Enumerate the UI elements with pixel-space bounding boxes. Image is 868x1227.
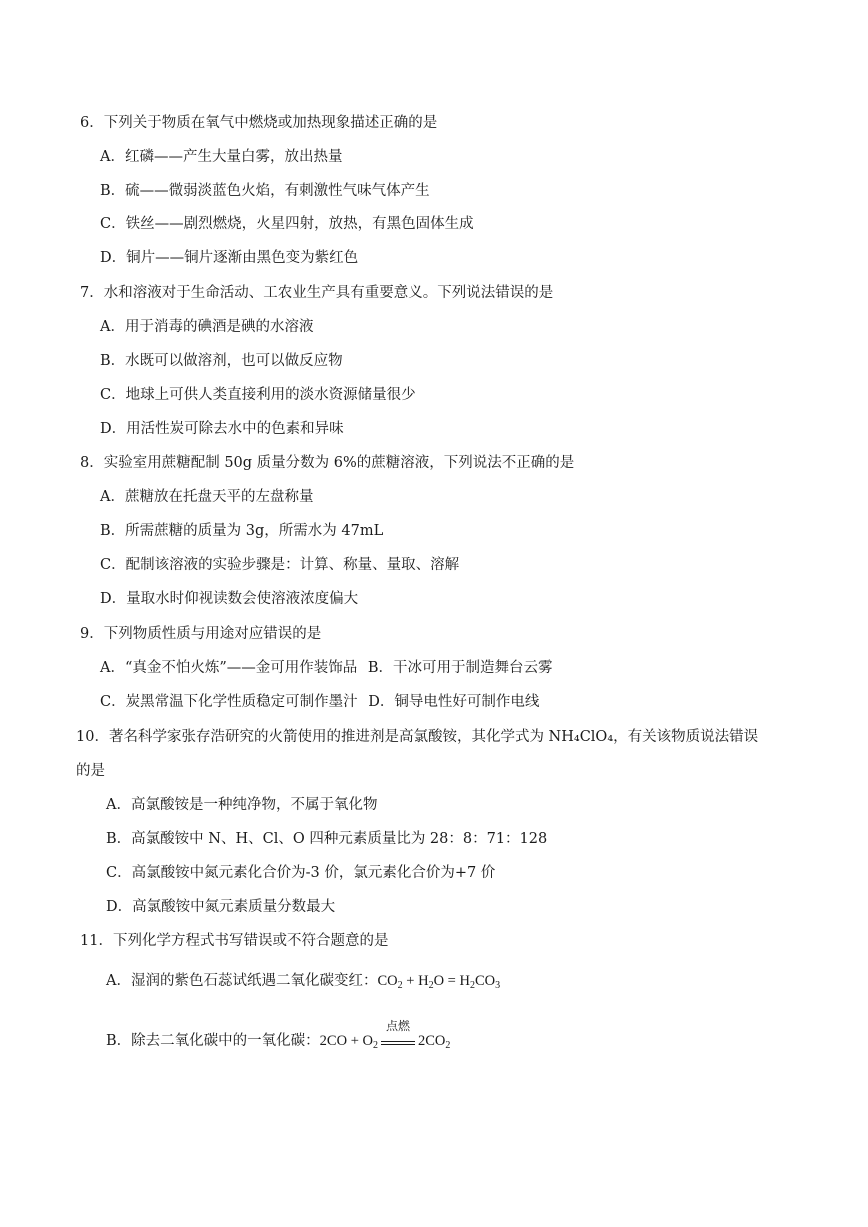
question-9-option-d: D．铜导电性好可制作电线 xyxy=(368,694,540,710)
question-6-option-c: C．铁丝——剧烈燃烧，火星四射，放热，有黑色固体生成 xyxy=(100,216,474,232)
question-6-option-d: D．铜片——铜片逐渐由黑色变为紫红色 xyxy=(100,250,359,266)
question-9-options-row-1 xyxy=(100,658,559,678)
question-8-stem: 8．实验室用蔗糖配制 50g 质量分数为 6%的蔗糖溶液，下列说法不正确的是 xyxy=(80,455,575,471)
question-10-option-d: D．高氯酸铵中氮元素质量分数最大 xyxy=(106,899,336,915)
question-8-option-b: B．所需蔗糖的质量为 3g，所需水为 47mL xyxy=(100,523,384,539)
question-9-option-c: C．炭黑常温下化学性质稳定可制作墨汁 xyxy=(100,694,358,710)
question-7-option-c: C．地球上可供人类直接利用的淡水资源储量很少 xyxy=(100,387,416,403)
question-7-option-d: D．用活性炭可除去水中的色素和异味 xyxy=(100,421,344,437)
question-8-option-d: D．量取水时仰视读数会使溶液浓度偏大 xyxy=(100,591,359,607)
question-8-option-c: C．配制该溶液的实验步骤是：计算、称量、量取、溶解 xyxy=(100,557,460,573)
question-7-stem: 7．水和溶液对于生命活动、工农业生产具有重要意义。下列说法错误的是 xyxy=(80,285,554,301)
question-11-stem: 11．下列化学方程式书写错误或不符合题意的是 xyxy=(80,933,389,949)
question-9-option-b: B．干冰可用于制造舞台云雾 xyxy=(367,660,553,676)
question-7-option-b: B．水既可以做溶剂，也可以做反应物 xyxy=(100,353,343,369)
question-10-option-c: C．高氯酸铵中氮元素化合价为-3 价，氯元素化合价为+7 价 xyxy=(106,865,496,881)
question-10-option-a: A．高氯酸铵是一种纯净物，不属于氧化物 xyxy=(106,797,378,813)
double-equals-sign xyxy=(381,1041,415,1045)
question-10-stem-line-1: 10．著名科学家张存浩研究的火箭使用的推进剂是高氯酸铵，其化学式为 NH₄ClO₄，有关该物质说法错误 xyxy=(76,729,759,745)
reaction-condition-label: 点燃 xyxy=(385,1018,410,1033)
question-10-stem-line-2: 的是 xyxy=(76,763,105,779)
question-6-option-b: B．硫——微弱淡蓝色火焰，有刺激性气味气体产生 xyxy=(100,183,430,199)
equation-a: $CO_2 + H_2O = H_2CO_3$ xyxy=(377,973,501,991)
question-11-option-b-text: B．除去二氧化碳中的一氧化碳： xyxy=(106,1033,320,1049)
question-11-option-a xyxy=(106,971,500,991)
question-11-option-a-text: A．湿润的紫色石蕊试纸遇二氧化碳变红： xyxy=(106,973,378,989)
question-9-option-a: A．“真金不怕火炼”——金可用作装饰品 xyxy=(100,660,358,676)
question-8-option-a: A．蔗糖放在托盘天平的左盘称量 xyxy=(100,489,314,505)
question-7-option-a: A．用于消毒的碘酒是碘的水溶液 xyxy=(100,319,314,335)
question-10-option-b: B．高氯酸铵中 N、H、Cl、O 四种元素质量比为 28：8：71：128 xyxy=(106,831,548,847)
question-6-stem: 6．下列关于物质在氧气中燃烧或加热现象描述正确的是 xyxy=(80,115,438,131)
equation-b: $2CO + O_2$ 点燃 $2CO_2$ xyxy=(319,1018,451,1051)
question-9-options-row-2 xyxy=(100,692,545,712)
reaction-condition-arrow xyxy=(379,1018,417,1052)
question-11-option-b xyxy=(106,1018,451,1052)
question-6-option-a: A．红磷——产生大量白雾，放出热量 xyxy=(100,149,343,165)
question-9-stem: 9．下列物质性质与用途对应错误的是 xyxy=(80,626,322,642)
